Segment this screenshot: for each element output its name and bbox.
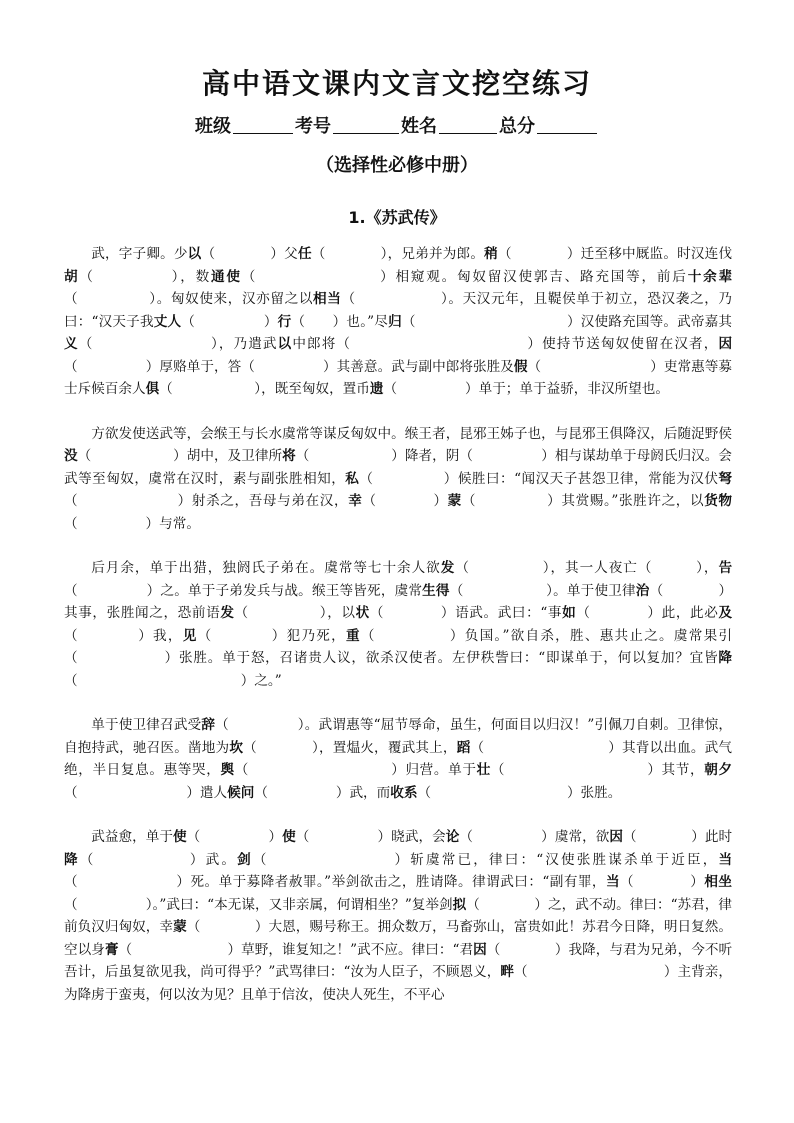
- name-label: 姓名: [401, 116, 437, 137]
- section-title: 1.《苏武传》: [348, 208, 446, 227]
- class-blank[interactable]: [233, 115, 293, 134]
- passage-paragraph: 武益愈，单于使（ ）使（ ）晓武，会论（ ）虞常，欲因（ ）此时降（ ）武。剑（ ）斩虞常已，律曰：“汉使张胜谋杀单于近臣，当（ ）死。单于募降者赦罪。”举剑欲击之，胜请降。律谓武曰：“副有罪，当（ ）相坐（ ）。”武曰：“本无谋，又非亲属，何谓相坐？”复举剑拟（ ）之，武不动。律曰：“苏君，律前负汉归匈奴，幸蒙（ ）大恩，赐号称王。拥众数万，马畜弥山，富贵如此！苏君今日降，明日复然。空以身膏（ ）草野，谁复知之！”武不应。律曰：“君因（ ）我降，与君为兄弟，今不听吾计，后虽复欲见我，尚可得乎？”武骂律曰：“汝为人臣子，不顾恩义，畔（ ）主背亲，为降虏于蛮夷，何以汝为见？且单于信汝，使决人死生，不平心: [64, 829, 733, 1003]
- score-label: 总分: [499, 116, 535, 137]
- passage-paragraph: 后月余，单于出猎，独阏氏子弟在。虞常等七十余人欲发（ ），其一人夜亡（ ），告（ ）之。单于子弟发兵与战。缑王等皆死，虞常生得（ ）。单于使卫律治（ ）其事，张胜闻之，恐前语发（ ），以状（ ）语武。武曰：“事如（ ）此，此必及（ ）我，见（ ）犯乃死，重（ ）负国。”欲自杀，胜、惠共止之。虞常果引（ ）张胜。单于怒，召诸贵人议，欲杀汉使者。左伊秩訾曰：“即谋单于，何以复加？宜皆降（ ）之。”: [64, 560, 733, 689]
- passage-paragraph: 武，字子卿。少以（ ）父任（ ），兄弟并为郎。稍（ ）迁至移中厩监。时汉连伐胡（ ），数通使（ ）相窥观。匈奴留汉使郭吉、路充国等，前后十余辈（ ）。匈奴使来，汉亦留之以相当（ ）。天汉元年，且鞮侯单于初立，恐汉袭之，乃曰：“汉天子我丈人（ ）行（ ）也。”尽归（ ）汉使路充国等。武帝嘉其义（ ），乃遣武以中郎将（ ）使持节送匈奴使留在汉者，因（ ）厚赂单于，答（ ）其善意。武与副中郎将张胜及假（ ）吏常惠等募士斥候百余人俱（ ），既至匈奴，置币遗（ ）单于；单于益骄，非汉所望也。: [64, 246, 733, 397]
- exam-no-label: 考号: [295, 116, 331, 137]
- class-label: 班级: [195, 116, 231, 137]
- score-blank[interactable]: [537, 115, 597, 134]
- exam-no-blank[interactable]: [333, 115, 399, 134]
- student-info-line: [0, 112, 794, 138]
- volume-subtitle: （选择性必修中册）: [316, 155, 478, 176]
- passage-paragraph: 方欲发使送武等，会缑王与长水虞常等谋反匈奴中。缑王者，昆邪王姊子也，与昆邪王俱降汉，后随浞野侯没（ ）胡中，及卫律所将（ ）降者，阴（ ）相与谋劫单于母阏氏归汉。会武等至匈奴，虞常在汉时，素与副张胜相知，私（ ）候胜曰：“闻汉天子甚怨卫律，常能为汉伏弩（ ）射杀之，吾母与弟在汉，幸（ ）蒙（ ）其赏赐。”张胜许之，以货物（ ）与常。: [64, 425, 733, 532]
- passage-paragraph: 单于使卫律召武受辞（ ）。武谓惠等“屈节辱命，虽生，何面目以归汉！”引佩刀自刺。卫律惊，自抱持武，驰召医。凿地为坎（ ），置煴火，覆武其上，蹈（ ）其背以出血。武气绝，半日复息。惠等哭，舆（ ）归营。单于壮（ ）其节，朝夕（ ）遣人候问（ ）武，而收系（ ）张胜。: [64, 717, 733, 801]
- name-blank[interactable]: [439, 115, 497, 134]
- page-title: 高中语文课内文言文挖空练习: [201, 67, 592, 100]
- passage-body: [64, 243, 732, 1028]
